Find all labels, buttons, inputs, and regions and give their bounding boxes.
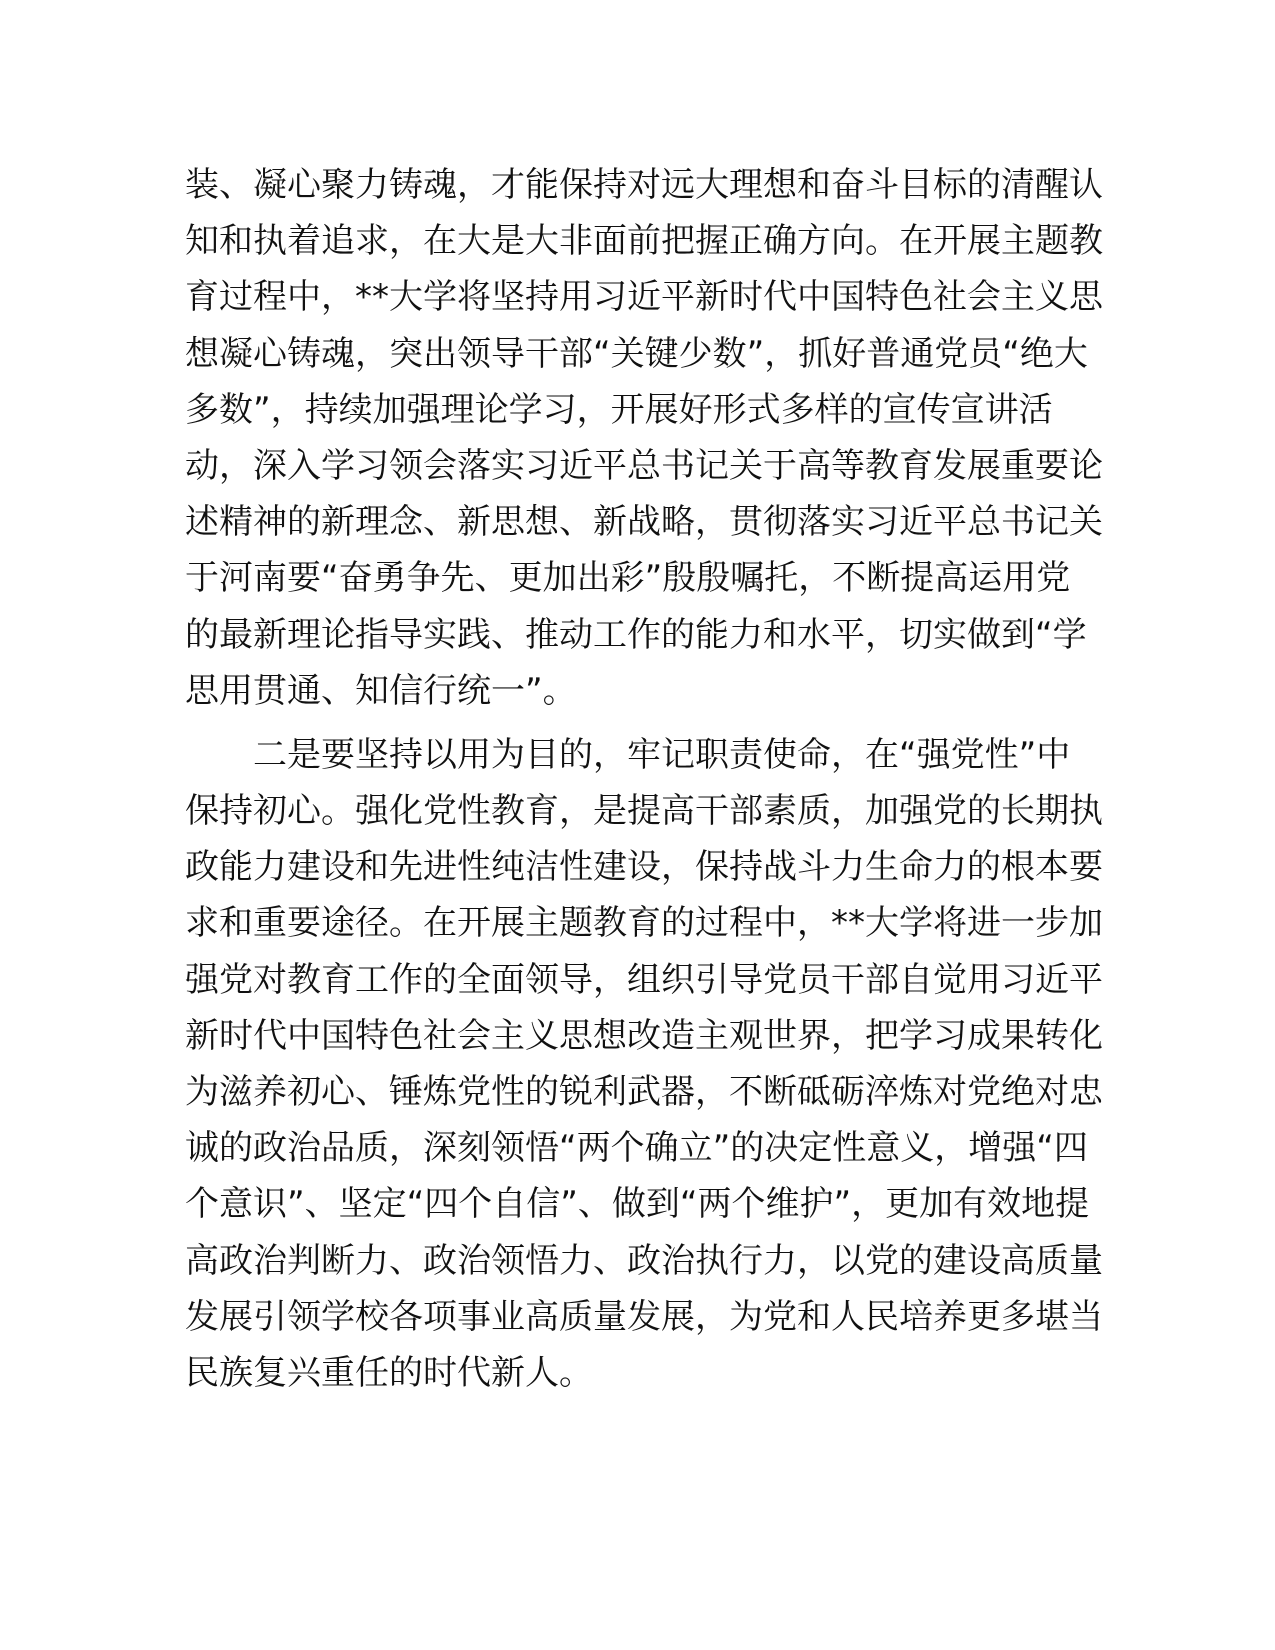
text-line: 发展引领学校各项事业高质量发展，为党和人民培养更多堪当	[185, 1296, 1103, 1337]
paragraph-2	[185, 727, 1103, 1401]
text-line: 思用贯通、知信行统一”。	[185, 670, 577, 711]
text-line: 强党对教育工作的全面领导，组织引导党员干部自觉用习近平	[185, 959, 1103, 1000]
text-line: 高政治判断力、政治领悟力、政治执行力，以党的建设高质量	[185, 1240, 1103, 1281]
text-line: 二是要坚持以用为目的，牢记职责使命，在“强党性”中	[253, 734, 1071, 775]
text-line: 述精神的新理念、新思想、新战略，贯彻落实习近平总书记关	[185, 502, 1103, 543]
text-line: 求和重要途径。在开展主题教育的过程中，**大学将进一步加	[185, 903, 1103, 944]
text-line: 的最新理论指导实践、推动工作的能力和水平，切实做到“学	[185, 614, 1087, 655]
text-line: 知和执着追求，在大是大非面前把握正确方向。在开展主题教	[185, 221, 1103, 262]
text-line: 动，深入学习领会落实习近平总书记关于高等教育发展重要论	[185, 445, 1103, 486]
text-line: 新时代中国特色社会主义思想改造主观世界，把学习成果转化	[185, 1015, 1103, 1056]
text-line: 保持初心。强化党性教育，是提高干部素质，加强党的长期执	[185, 791, 1103, 832]
text-line: 个意识”、坚定“四个自信”、做到“两个维护”，更加有效地提	[185, 1184, 1090, 1225]
text-line: 育过程中，**大学将坚持用习近平新时代中国特色社会主义思	[185, 277, 1103, 318]
text-line: 政能力建设和先进性纯洁性建设，保持战斗力生命力的根本要	[185, 847, 1103, 888]
text-line: 多数”，持续加强理论学习，开展好形式多样的宣传宣讲活	[185, 389, 1053, 430]
text-line: 想凝心铸魂，突出领导干部“关键少数”，抓好普通党员“绝大	[185, 333, 1088, 374]
text-line: 民族复兴重任的时代新人。	[185, 1352, 593, 1393]
text-line: 为滋养初心、锤炼党性的锐利武器，不断砥砺淬炼对党绝对忠	[185, 1072, 1103, 1112]
document-body	[185, 157, 1103, 1401]
paragraph-1	[185, 157, 1103, 719]
text-line: 装、凝心聚力铸魂，才能保持对远大理想和奋斗目标的清醒认	[185, 165, 1103, 205]
text-line: 诚的政治品质，深刻领悟“两个确立”的决定性意义，增强“四	[185, 1128, 1088, 1169]
text-line: 于河南要“奋勇争先、更加出彩”殷殷嘱托，不断提高运用党	[185, 558, 1071, 599]
